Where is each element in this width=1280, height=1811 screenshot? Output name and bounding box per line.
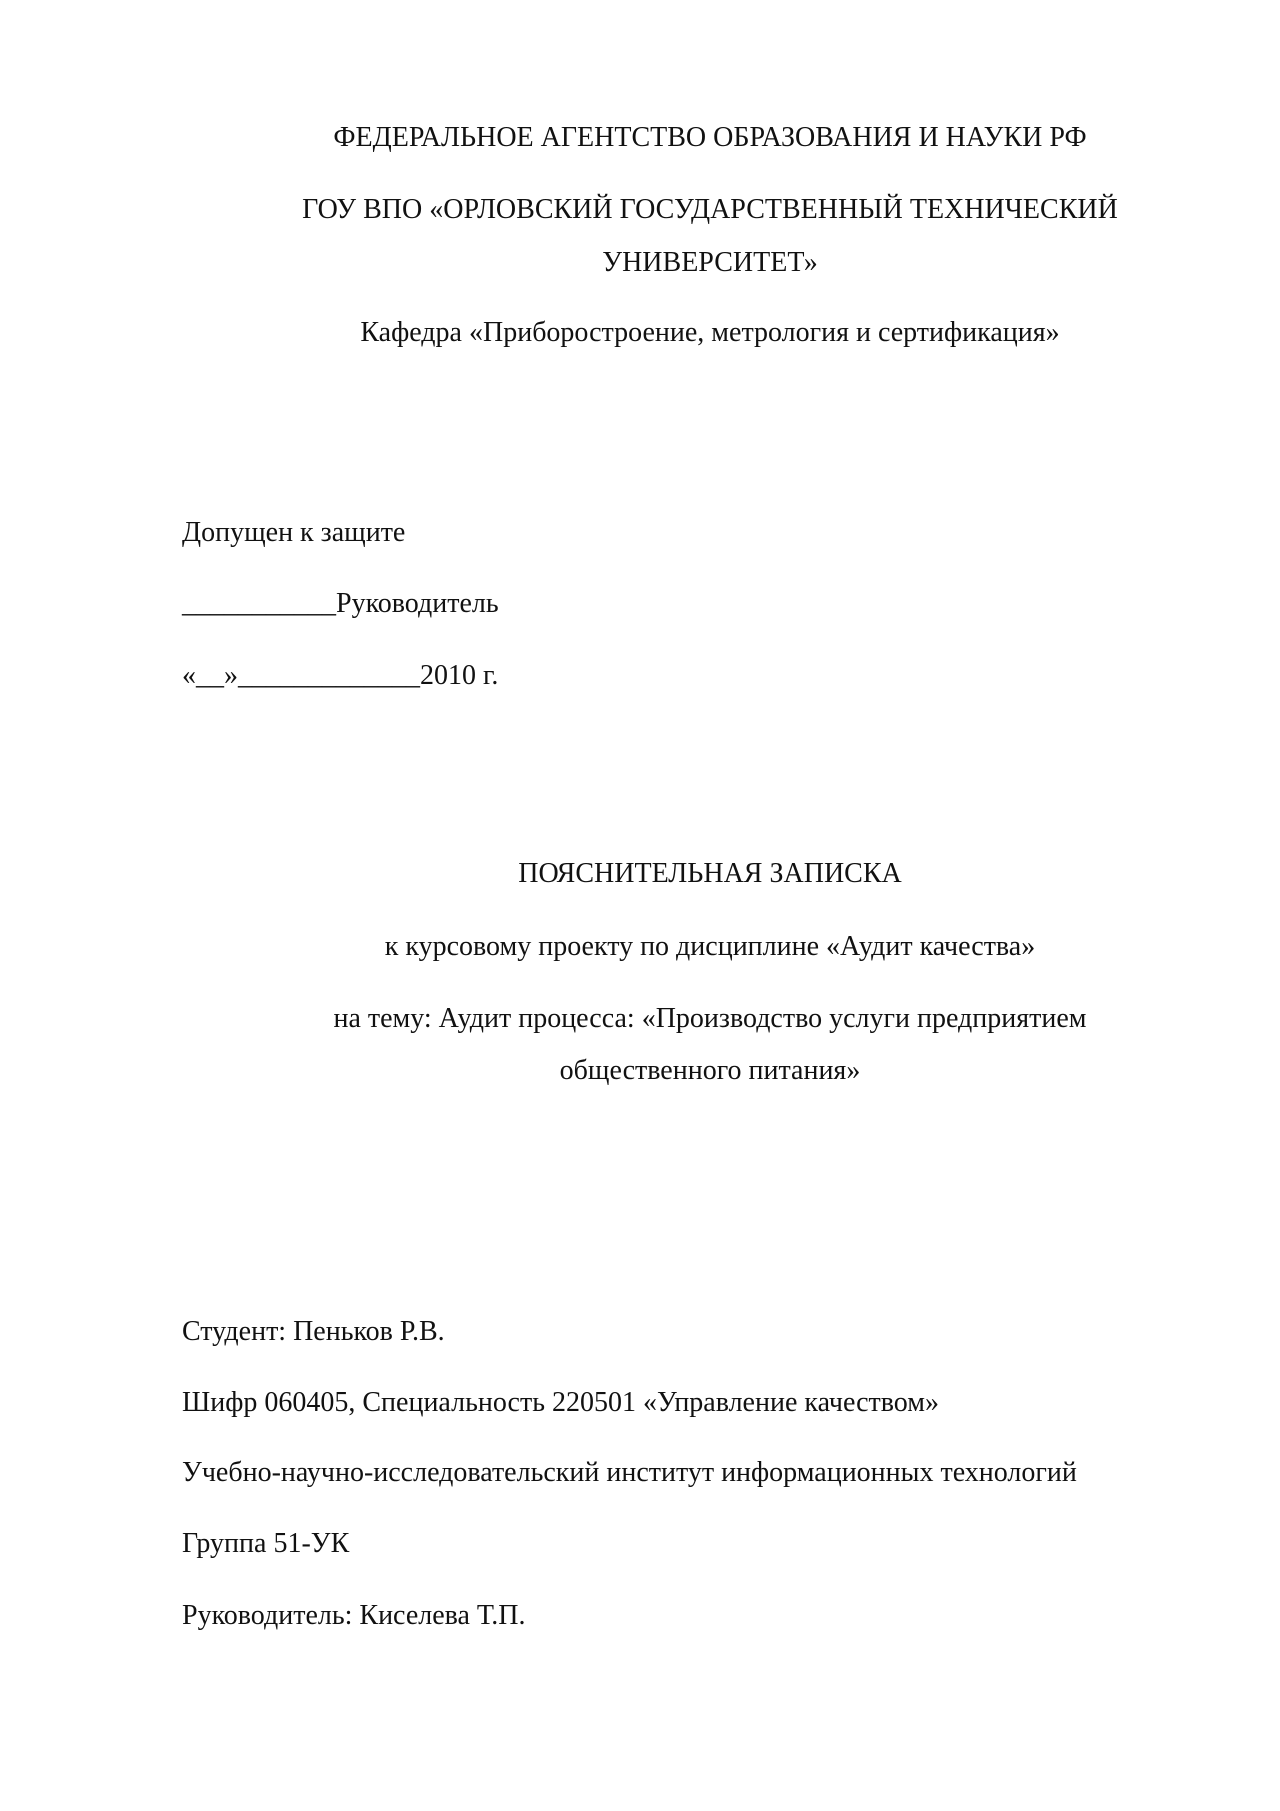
- institute-name: Учебно-научно-исследовательский институт информационных технологий: [182, 1457, 1077, 1488]
- student-name: Студент: Пеньков Р.В.: [182, 1316, 445, 1347]
- topic-line-2: общественного питания»: [559, 1055, 861, 1086]
- department-heading: Кафедра «Приборостроение, метрология и сертификация»: [360, 317, 1060, 348]
- admitted-label: Допущен к защите: [182, 517, 406, 548]
- course-subtitle: к курсовому проекту по дисциплине «Аудит качества»: [384, 931, 1036, 962]
- university-heading-line-1: ГОУ ВПО «ОРЛОВСКИЙ ГОСУДАРСТВЕННЫЙ ТЕХНИЧЕСКИЙ: [302, 194, 1118, 225]
- supervisor-signature-line: ___________Руководитель: [182, 588, 499, 619]
- agency-heading: ФЕДЕРАЛЬНОЕ АГЕНТСТВО ОБРАЗОВАНИЯ И НАУКИ РФ: [333, 122, 1087, 153]
- date-line: «__»_____________2010 г.: [182, 660, 499, 691]
- topic-line-1: на тему: Аудит процесса: «Производство услуги предприятием: [333, 1003, 1087, 1034]
- supervisor-name: Руководитель: Киселева Т.П.: [182, 1600, 526, 1631]
- group-number: Группа 51-УК: [182, 1528, 350, 1559]
- document-title: ПОЯСНИТЕЛЬНАЯ ЗАПИСКА: [518, 858, 902, 889]
- university-heading-line-2: УНИВЕРСИТЕТ»: [602, 247, 818, 278]
- code-specialty: Шифр 060405, Специальность 220501 «Управление качеством»: [182, 1387, 939, 1418]
